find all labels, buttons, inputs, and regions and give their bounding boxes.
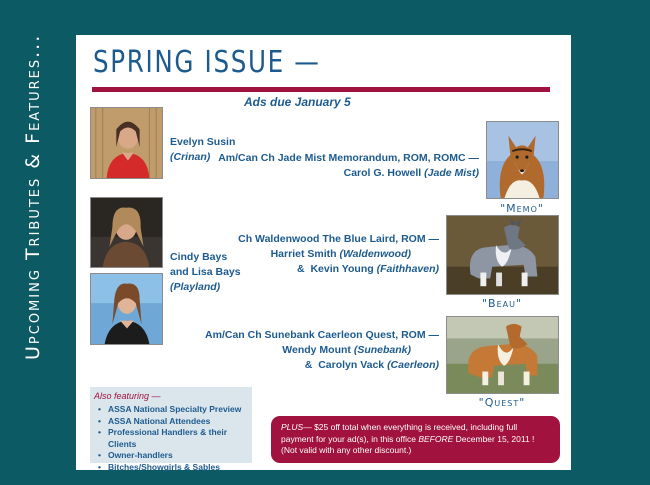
list-item: • Owner-handlers xyxy=(96,450,246,462)
owner-name: Carolyn Vack xyxy=(318,359,385,371)
photo-evelyn-susin xyxy=(90,107,163,179)
list-item: • ASSA National Specialty Preview xyxy=(96,404,246,416)
owner-line xyxy=(238,247,411,262)
owner-line xyxy=(205,358,439,373)
entry-beau xyxy=(238,232,439,277)
person-name: Cindy Bays xyxy=(170,251,228,263)
owner-name: Kevin Young xyxy=(310,263,374,275)
dog-title: Ch Waldenwood The Blue Laird, ROM — xyxy=(238,233,439,245)
person-name: and Lisa Bays xyxy=(170,266,241,278)
kennel-name: (Faithhaven) xyxy=(376,263,439,275)
list-item: • Professional Handlers & their Clients xyxy=(96,427,246,450)
page-heading: SPRING ISSUE — xyxy=(93,45,321,80)
owner-line xyxy=(218,166,479,181)
ads-due-date: Ads due January 5 xyxy=(244,95,351,109)
dog-call-name-memo: "Memo" xyxy=(500,202,544,215)
ampersand: & xyxy=(297,263,311,275)
ampersand: & xyxy=(304,359,319,371)
also-featuring-title: Also featuring — xyxy=(94,391,161,401)
list-item: • ASSA National Attendees xyxy=(96,416,246,428)
owner-line xyxy=(238,262,439,277)
photo-dog-beau xyxy=(446,215,559,295)
kennel-name: (Sunebank) xyxy=(353,344,411,356)
list-item: • Bitches/Showgirls & Sables xyxy=(96,462,246,474)
plus-label: PLUS xyxy=(281,422,304,432)
entry-memo xyxy=(218,151,479,181)
owner-line xyxy=(205,343,411,358)
feature-list xyxy=(96,404,246,473)
kennel-name: (Waldenwood) xyxy=(339,248,411,260)
photo-lisa-bays xyxy=(90,273,163,345)
owner-name: Carol G. Howell xyxy=(343,167,422,179)
person-name: Evelyn Susin xyxy=(170,136,236,148)
before-emphasis: BEFORE xyxy=(418,433,454,444)
flyer-page xyxy=(76,35,571,470)
owner-name: Wendy Mount xyxy=(282,344,351,356)
kennel-name: (Playland) xyxy=(170,281,221,293)
side-title: Upcoming Tributes & Features... xyxy=(22,33,44,360)
discount-notice xyxy=(271,416,560,463)
dog-call-name-quest: "Quest" xyxy=(478,396,526,409)
dog-title: Am/Can Ch Sunebank Caerleon Quest, ROM — xyxy=(205,329,439,341)
heading-rule xyxy=(92,87,550,92)
owner-name: Harriet Smith xyxy=(270,248,337,260)
dog-call-name-beau: "Beau" xyxy=(481,297,523,310)
person-cindy-lisa-bays xyxy=(170,250,241,295)
notice-text: — $25 off total when everything is received, including full payment for your ad(s), in this office xyxy=(281,422,518,444)
kennel-name: (Crinan) xyxy=(170,151,211,163)
kennel-name: (Jade Mist) xyxy=(424,167,479,179)
dog-title: Am/Can Ch Jade Mist Memorandum, ROM, ROMC — xyxy=(218,152,479,164)
notice-text: December 15, 2011 ! (Not valid with any other discount.) xyxy=(281,433,535,455)
entry-quest xyxy=(205,328,439,373)
kennel-name: (Caerleon) xyxy=(387,359,439,371)
photo-cindy-bays xyxy=(90,197,163,268)
photo-dog-memo xyxy=(486,121,559,199)
also-featuring-panel xyxy=(90,387,252,472)
photo-dog-quest xyxy=(446,316,559,394)
